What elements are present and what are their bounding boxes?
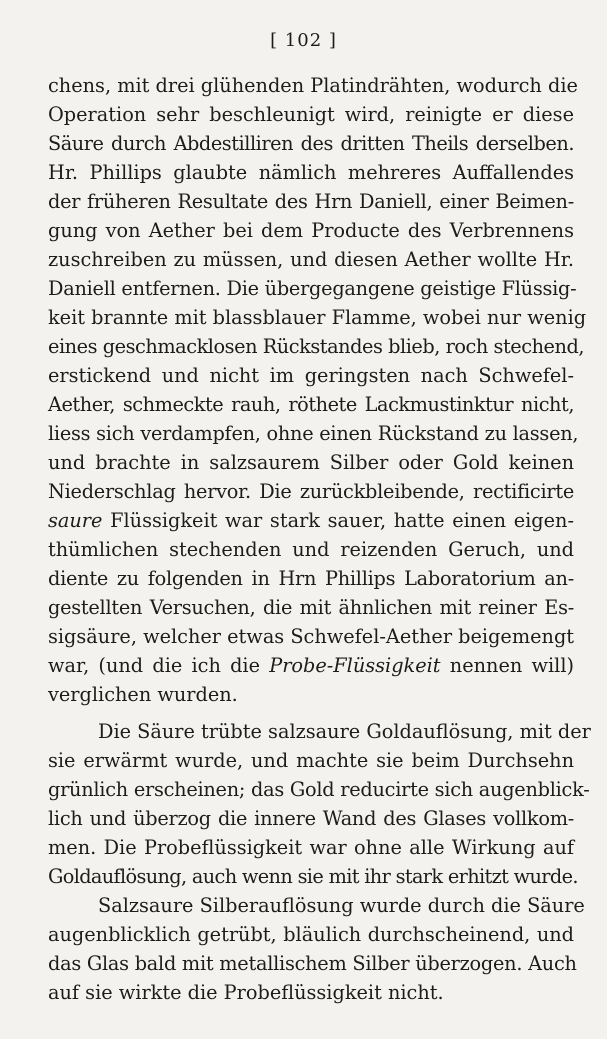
text-line: Die Säure trübte salzsaure Goldauflösung, mit der xyxy=(98,720,591,743)
text-line: Daniell entfernen. Die übergegangene geistige Flüssig- xyxy=(48,277,577,300)
text-line: erstickend und nicht im geringsten nach Schwefel- xyxy=(48,364,574,387)
page-number-header: [ 102 ] xyxy=(270,30,337,51)
text-line: Operation sehr beschleunigt wird, reinigte er diese xyxy=(48,103,574,126)
text-line: verglichen wurden. xyxy=(48,683,238,706)
text-line: sigsäure, welcher etwas Schwefel-Aether beigemengt xyxy=(48,625,575,648)
text-line: Salzsaure Silberauflösung wurde durch die Säure xyxy=(98,894,585,917)
body-text xyxy=(48,71,591,1007)
text-line: der früheren Resultate des Hrn Daniell, einer Beimen- xyxy=(48,190,574,213)
emphasized-text: Probe-Flüssigkeit xyxy=(269,654,441,677)
text-line: men. Die Probeflüssigkeit war ohne alle Wirkung auf xyxy=(48,836,574,859)
text-line: keit brannte mit blassblauer Flamme, wobei nur wenig xyxy=(48,306,587,329)
text-line: war, (und die ich die Probe-Flüssigkeit nennen will) xyxy=(48,654,575,677)
text-line: grünlich erscheinen; das Gold reducirte sich augenblick- xyxy=(48,778,590,801)
text-line: saure Flüssigkeit war stark sauer, hatte einen eigen- xyxy=(48,509,574,532)
text-line: auf sie wirkte die Probeflüssigkeit nicht. xyxy=(48,981,444,1004)
text-line: augenblicklich getrübt, bläulich durchscheinend, und xyxy=(48,923,574,946)
text-line: chens, mit drei glühenden Platindrähten, wodurch die xyxy=(48,74,578,97)
text-line: sie erwärmt wurde, und machte sie beim Durchsehn xyxy=(48,749,574,772)
text-line: Säure durch Abdestilliren des dritten Theils derselben. xyxy=(48,132,574,155)
text-line: und brachte in salzsaurem Silber oder Gold keinen xyxy=(48,451,574,474)
text-line: eines geschmacklosen Rückstandes blieb, roch stechend, xyxy=(48,335,585,358)
text-line: Niederschlag hervor. Die zurückbleibende, rectificirte xyxy=(48,480,574,503)
text-line: zuschreiben zu müssen, und diesen Aether wollte Hr. xyxy=(48,248,574,271)
text-line: lich und überzog die innere Wand des Glases vollkom- xyxy=(48,807,574,830)
text-line: Aether, schmeckte rauh, röthete Lackmustinktur nicht, xyxy=(48,393,574,416)
text-line: das Glas bald mit metallischem Silber überzogen. Auch xyxy=(48,952,577,975)
text-line: gung von Aether bei dem Producte des Verbrennens xyxy=(48,219,574,242)
text-line: Hr. Phillips glaubte nämlich mehreres Auffallendes xyxy=(48,161,574,184)
text-line: Goldauflösung, auch wenn sie mit ihr stark erhitzt wurde. xyxy=(48,865,578,888)
emphasized-text: saure xyxy=(48,509,103,532)
text-line: liess sich verdampfen, ohne einen Rückstand zu lassen, xyxy=(48,422,579,445)
text-line: diente zu folgenden in Hrn Phillips Laboratorium an- xyxy=(48,567,574,590)
paragraph-gap xyxy=(48,709,574,717)
text-line: gestellten Versuchen, die mit ähnlichen mit reiner Es- xyxy=(48,596,574,619)
text-line: thümlichen stechenden und reizenden Geruch, und xyxy=(48,538,574,561)
